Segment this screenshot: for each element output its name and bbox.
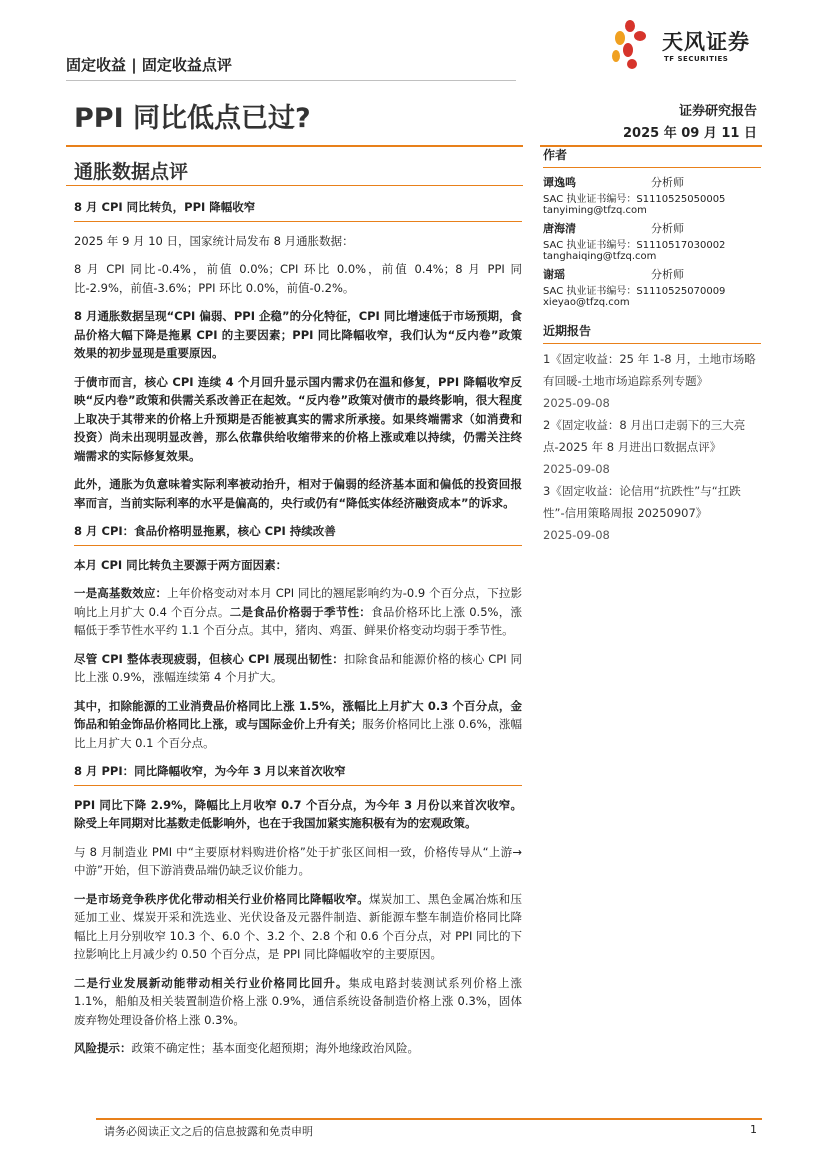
paragraph [74, 890, 522, 964]
logo-mark-icon [608, 18, 664, 74]
section-heading: 8 月 CPI：食品价格明显拖累，核心 CPI 持续改善 [74, 522, 522, 546]
page-number: 1 [750, 1123, 757, 1136]
paragraph: 本月 CPI 同比转负主要源于两方面因素： [74, 557, 288, 572]
text: 服务价格同比上涨 0.6%，涨幅比上月扩大 0.1 个百分点。 [74, 717, 523, 750]
recent-report-link[interactable]: 3《固定收益：论信用“抗跌性”与“扛跌性”-信用策略周报 20250907》 [543, 484, 741, 520]
recent-report-date: 2025-09-08 [543, 462, 610, 476]
author-role: 分析师 [651, 222, 684, 235]
header-divider [66, 80, 516, 81]
text: 食品价格环比上涨 0.5%，涨幅低于季节性水平约 1.1 个百分点。其中，猪肉、鸡蛋、鲜果价格变动均弱于季节性。 [74, 604, 522, 637]
footer-divider [96, 1118, 762, 1120]
recent-divider [543, 343, 761, 344]
footer-disclaimer: 请务必阅读正文之后的信息披露和免责申明 [104, 1125, 313, 1138]
author-cert: SAC 执业证书编号：S1110525070009 [543, 286, 726, 297]
logo-text: 天风证券 [662, 30, 750, 54]
bold-lead: 二是食品价格弱于季节性： [229, 604, 372, 619]
bold-lead: 二是行业发展新动能带动相关行业价格同比回升。 [74, 975, 349, 990]
recent-report-link[interactable]: 1《固定收益：25 年 1-8 月，土地市场略有回暖-土地市场追踪系列专题》 [543, 352, 756, 388]
paragraph: 此外，通胀为负意味着实际利率被动抬升，相对于偏弱的经济基本面和偏低的投资回报率而言，当前实际利率的水平是偏高的，央行或仍有“降低实体经济融资成本”的诉求。 [74, 477, 522, 510]
section-heading: 8 月 PPI：同比降幅收窄，为今年 3 月以来首次收窄 [74, 762, 522, 786]
bold-lead: 一是高基数效应： [74, 586, 168, 600]
author-cert: SAC 执业证书编号：S1110525050005 [543, 194, 726, 205]
authors-section [543, 146, 761, 308]
recent-list [543, 348, 761, 546]
title-divider [66, 145, 523, 147]
paragraph: 与 8 月制造业 PMI 中“主要原材料购进价格”处于扩张区间相一致，价格传导从“上游→中游”开始，但下游消费品端仍缺乏议价能力。 [74, 844, 522, 877]
paragraph: 8 月通胀数据呈现“CPI 偏弱、PPI 企稳”的分化特征，CPI 同比增速低于市场预期，食品价格大幅下降是拖累 CPI 的主要因素；PPI 同比降幅收窄，我们认为“反内卷”政策效果的初步显现是重要原因。 [74, 309, 522, 360]
recent-heading: 近期报告 [543, 324, 592, 338]
recent-report-date: 2025-09-08 [543, 396, 610, 410]
author-email[interactable]: tanghaiqing@tfzq.com [543, 251, 657, 262]
text: 政策不确定性；基本面变化超预期；海外地缘政治风险。 [131, 1041, 419, 1055]
author-email[interactable]: xieyao@tfzq.com [543, 297, 630, 308]
logo-subtext: TF SECURITIES [664, 55, 729, 63]
author-entry [543, 174, 761, 216]
text: 上年价格变动对本月 CPI 同比的翘尾影响约为-0.9 个百分点，下拉影响比上月扩大 0.4 个百分点。 [74, 586, 523, 619]
author-email[interactable]: tanyiming@tfzq.com [543, 205, 647, 216]
author-name: 唐海清 [543, 222, 576, 235]
text: 扣除食品和能源价格的核心 CPI 同比上涨 0.9%，涨幅连续第 4 个月扩大。 [74, 651, 522, 684]
author-cert: SAC 执业证书编号：S1110517030002 [543, 240, 726, 251]
paragraph [74, 1039, 522, 1058]
text: 煤炭加工、黑色金属冶炼和压延加工业、煤炭开采和洗选业、光伏设备及元器件制造、新能源车整车制造价格同比降幅比上月分别收窄 10.3 个、6.0 个、3.2 个、2.8 个和 0.6 个百分点，对 PPI 同比的下拉影响比上月减少约 0.50 个百分点，是 PPI 同比降幅收窄的主要原因。 [74, 891, 523, 961]
author-entry [543, 266, 761, 308]
report-date: 2025 年 09 月 11 日 [623, 126, 757, 141]
author-entry [543, 220, 761, 262]
bold-lead: 其中，扣除能源的工业消费品价格同比上涨 1.5%，涨幅比上月扩大 0.3 个百分点，金饰品和铂金饰品价格同比上涨，或与国际金价上升有关； [74, 698, 522, 731]
bold-lead: 尽管 CPI 整体表现疲弱，但核心 CPI 展现出韧性： [74, 651, 344, 666]
author-name: 谢瑶 [543, 268, 565, 281]
recent-report-date: 2025-09-08 [543, 528, 610, 542]
main-content [74, 198, 522, 1068]
paragraph [74, 697, 522, 753]
authors-heading: 作者 [543, 148, 568, 162]
subtitle-divider [66, 185, 523, 186]
section-heading: 8 月 CPI 同比转负，PPI 降幅收窄 [74, 198, 522, 222]
report-type: 证券研究报告 [678, 104, 757, 119]
paragraph [74, 974, 522, 1030]
bold-lead: 风险提示： [74, 1041, 132, 1055]
report-subtitle: 通胀数据点评 [74, 161, 189, 183]
paragraph: 2025 年 9 月 10 日，国家统计局发布 8 月通胀数据： [74, 233, 354, 248]
paragraph: 于债市而言，核心 CPI 连续 4 个月回升显示国内需求仍在温和修复，PPI 降幅收窄反映“反内卷”政策和供需关系改善正在起效。“反内卷”政策对债市的最终影响，很大程度上取决于其带来的价格上升预期是否能被真实的需求所承接。如果终端需求（如消费和投资）尚未出现明显改善，那么依靠供给收缩带来的价格上涨或难以持续，仍需关注终端需求的实际修复效果。 [74, 374, 522, 463]
author-role: 分析师 [651, 176, 684, 189]
bold-lead: 一是市场竞争秩序优化带动相关行业价格同比降幅收窄。 [74, 891, 369, 906]
authors-divider [543, 167, 761, 168]
text: 集成电路封装测试系列价格上涨 1.1%，船舶及相关装置制造价格上涨 0.9%，通信系统设备制造价格上涨 0.3%，固体废弃物处理设备价格上涨 0.3%。 [74, 975, 523, 1027]
recent-reports-section [543, 322, 761, 546]
page-title: PPI 同比低点已过? [74, 103, 311, 134]
recent-report-link[interactable]: 2《固定收益：8 月出口走弱下的三大亮点-2025 年 8 月进出口数据点评》 [543, 418, 746, 454]
paragraph [74, 584, 522, 640]
report-category: 固定收益 | 固定收益点评 [66, 56, 232, 74]
paragraph: PPI 同比下降 2.9%，降幅比上月收窄 0.7 个百分点，为今年 3 月份以来首次收窄。除受上年同期对比基数走低影响外，也在于我国加紧实施积极有为的宏观政策。 [74, 797, 522, 830]
author-name: 谭逸鸣 [543, 176, 576, 189]
paragraph: 8 月 CPI 同比-0.4%，前值 0.0%；CPI 环比 0.0%，前值 0.4%；8 月 PPI 同比-2.9%，前值-3.6%；PPI 环比 0.0%，前值-0.2%。 [74, 262, 522, 295]
paragraph [74, 650, 522, 687]
author-role: 分析师 [651, 268, 684, 281]
